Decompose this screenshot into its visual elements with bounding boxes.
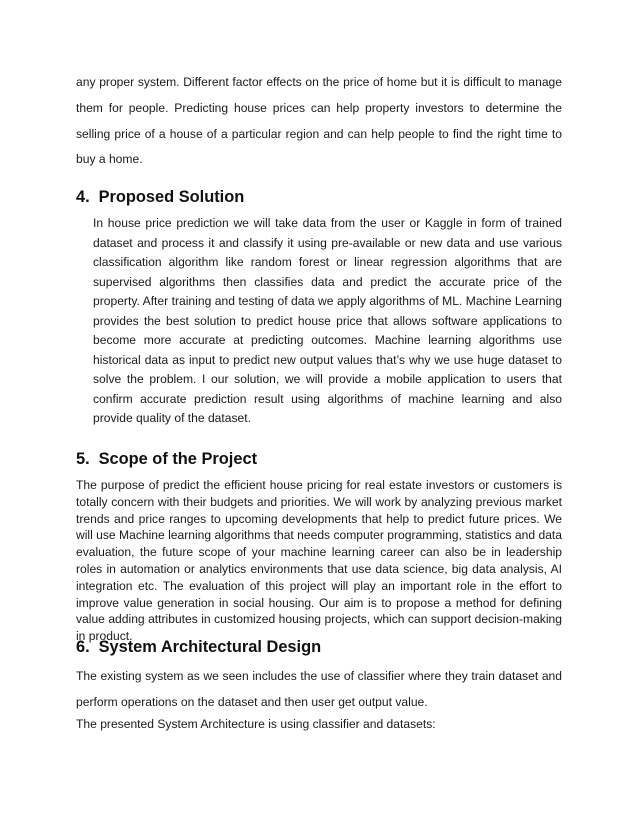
section-title: System Architectural Design (98, 638, 322, 656)
scope-paragraph: The purpose of predict the efficient house pricing for real estate investors or customers is totally concern with their budgets and priorities. We will work by analyzing previous market trends and price ranges to upcoming developments that help to predict future prices. We will use Machine learning algorithms that needs computer programming, statistics and data evaluation, the future scope of your machine learning career can also be in leadership roles in automation or analytics environments that use data science, big data analysis, AI integration etc. The evaluation of this project will play an important role in the effort to improve value generation in social housing. Our aim is to propose a method for defining value adding attributes in customized housing projects, which can support decision-making in product. (76, 478, 563, 644)
intro-paragraph: any proper system. Different factor effects on the price of home but it is difficult to manage them for people. Predicting house prices can help property investors to determine the selling price of a house of a particular region and can help people to find the right time to buy a home. (76, 75, 562, 167)
section-heading-proposed-solution (76, 188, 244, 207)
proposed-solution-paragraph: In house price prediction we will take data from the user or Kaggle in form of trained dataset and process it and classify it using pre-available or new data and use various classification algorithm like random forest or linear regression algorithms that are supervised algorithms then classifies data and predict the accurate price of the property. After training and testing of data we apply algorithms of ML. Machine Learning provides the best solution to predict house price that allows software applications to become more accurate at predicting outcomes. Machine learning algorithms use historical data as input to predict new output values that’s why we use huge dataset to solve the problem. I our solution, we will provide a mobile application to users that confirm accurate prediction result using algorithms of machine learning and also provide quality of the dataset. (93, 216, 562, 425)
section-number: 6. (76, 638, 90, 656)
section-title: Scope of the Project (98, 450, 258, 468)
section-number: 5. (76, 450, 90, 468)
section-number: 4. (76, 188, 90, 206)
section-title: Proposed Solution (98, 188, 245, 206)
section-heading-scope-of-project (76, 450, 257, 469)
architecture-intro-line: The presented System Architecture is using classifier and datasets: (76, 717, 436, 731)
architecture-paragraph: The existing system as we seen includes the use of classifier where they train dataset and perform operations on the dataset and then user get output value. (76, 669, 562, 709)
section-heading-system-architectural-design (76, 638, 321, 657)
